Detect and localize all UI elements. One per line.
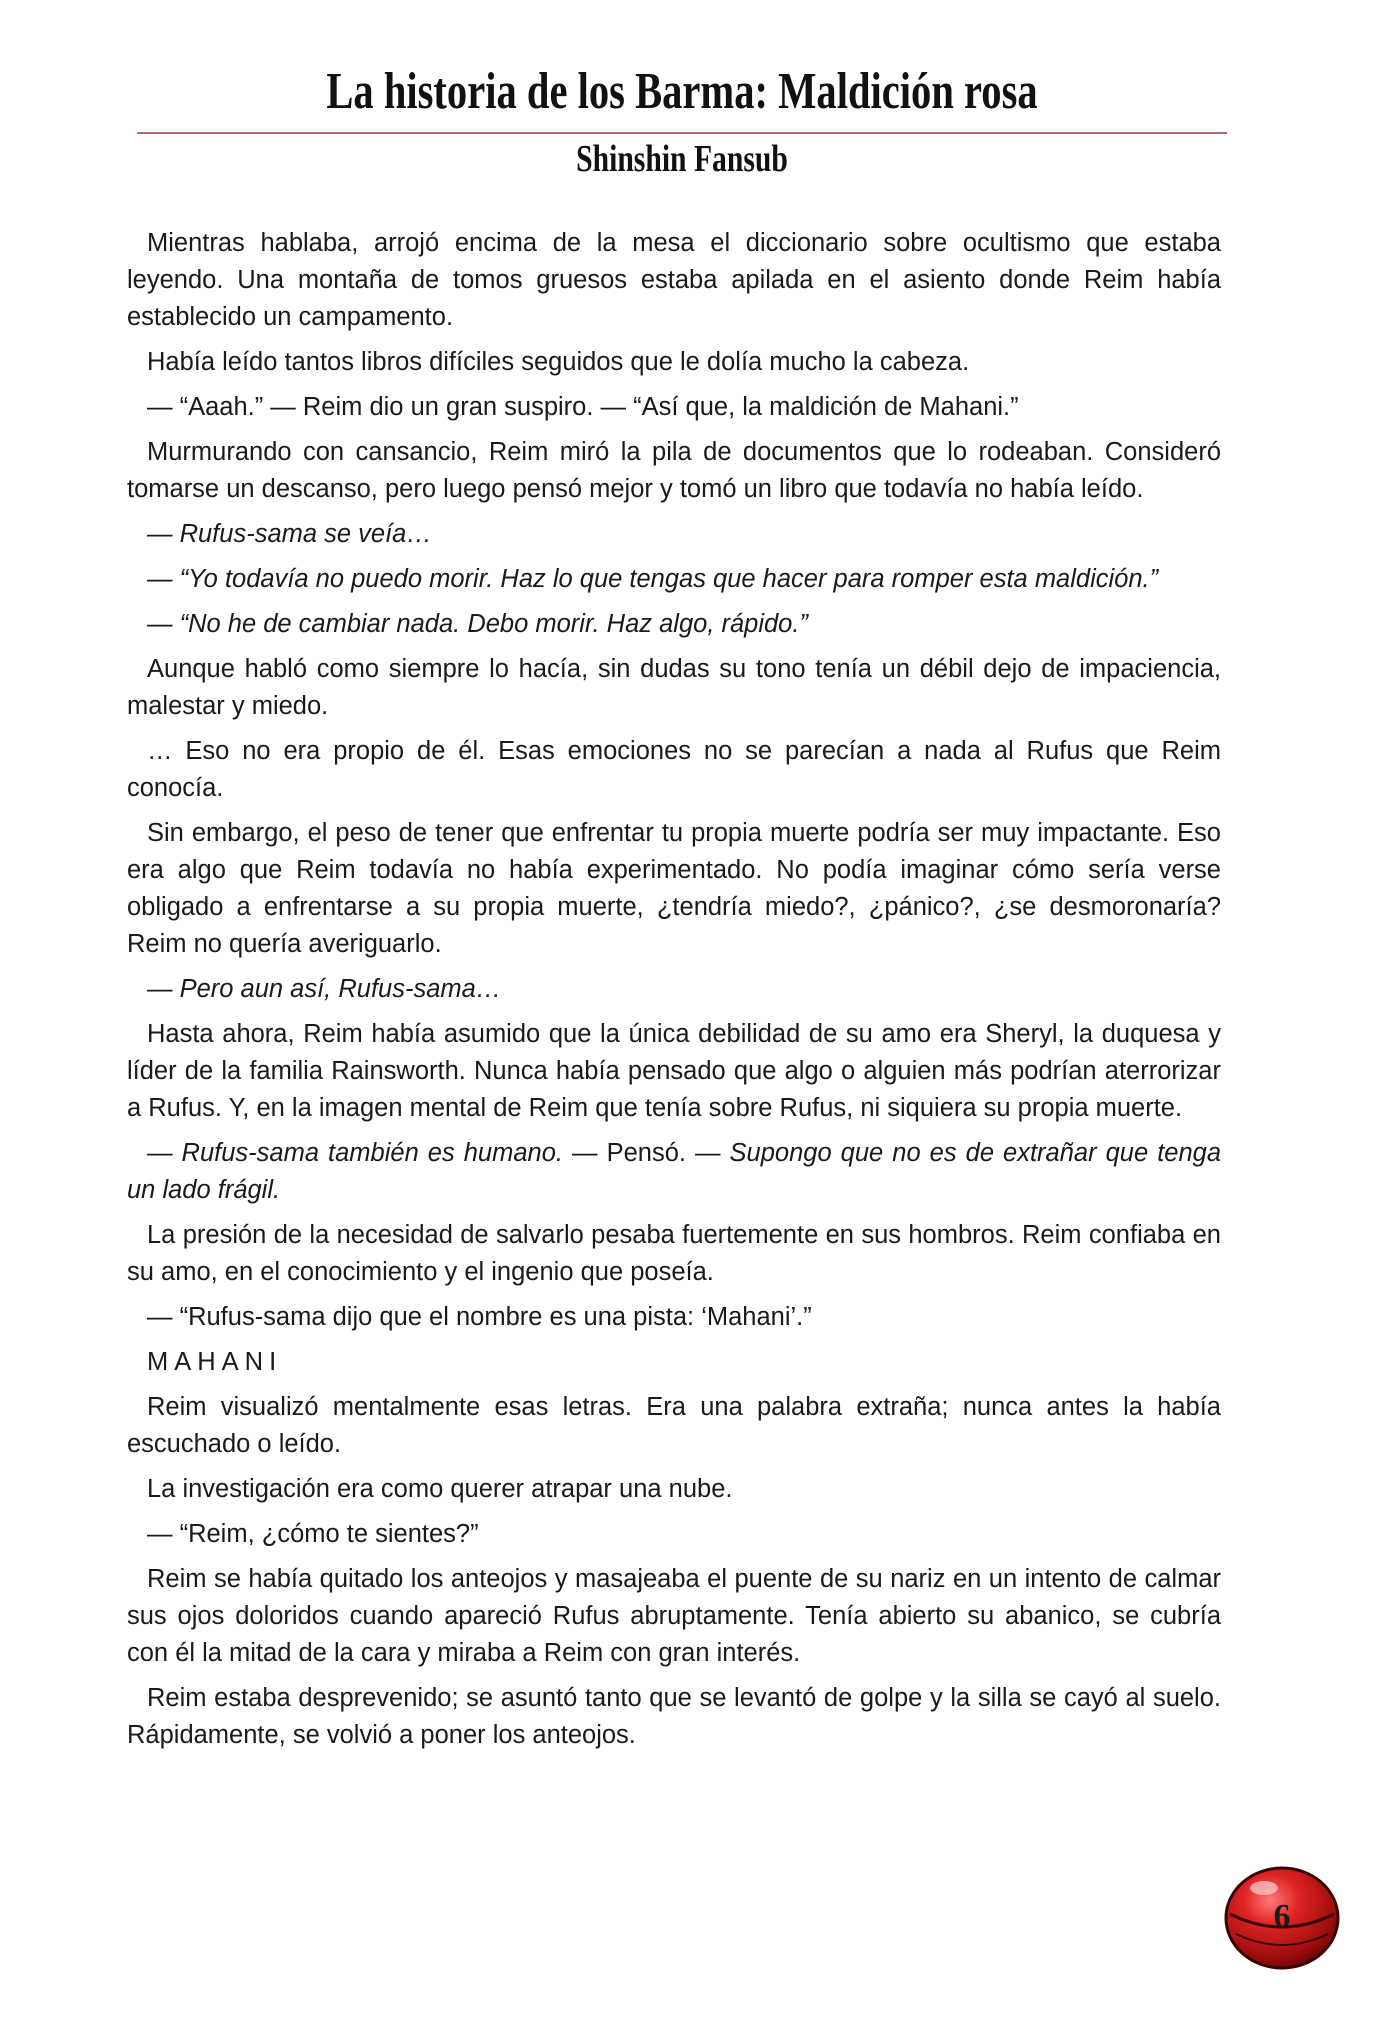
page-number: 6	[1273, 1898, 1291, 1935]
text-run: — Pensó. —	[563, 1139, 730, 1167]
text-run: — “Aaah.” — Reim dio un gran suspiro. — “Así que, la maldición de Mahani.”	[147, 393, 1019, 421]
text-run: … Eso no era propio de él. Esas emociones no se parecían a nada al Rufus que Reim conocía.	[127, 737, 1221, 802]
page-header	[137, 63, 1227, 180]
paragraph	[127, 516, 1221, 553]
text-run: MAHANI	[147, 1348, 283, 1376]
title-divider	[137, 132, 1227, 134]
italic-text: — Pero aun así, Rufus-sama…	[147, 975, 502, 1003]
italic-text: — Rufus-sama se veía…	[147, 520, 432, 548]
paragraph	[127, 651, 1221, 725]
text-run: Murmurando con cansancio, Reim miró la pila de documentos que lo rodeaban. Consideró tomarse un descanso, pero luego pensó mejor y tomó un libro que todavía no había leído.	[127, 438, 1221, 503]
page-number-badge	[1222, 1862, 1342, 1972]
paragraph	[127, 1389, 1221, 1463]
page-subtitle: Shinshin Fansub	[576, 138, 788, 180]
italic-text: Supongo que no es de extrañar que tenga un lado frágil.	[127, 1139, 1222, 1204]
paragraph	[127, 225, 1221, 336]
paragraph	[127, 1680, 1221, 1754]
paragraph	[127, 1561, 1221, 1672]
paragraph	[127, 1299, 1221, 1336]
italic-text: — “No he de cambiar nada. Debo morir. Haz algo, rápido.”	[147, 610, 808, 638]
paragraph	[127, 815, 1221, 963]
text-run: Mientras hablaba, arrojó encima de la mesa el diccionario sobre ocultismo que estaba leyendo. Una montaña de tomos gruesos estaba apilada en el asiento donde Reim había establecido un campamento.	[127, 229, 1221, 331]
paragraph	[127, 1217, 1221, 1291]
paragraph	[127, 1344, 1221, 1381]
text-run: Reim se había quitado los anteojos y masajeaba el puente de su nariz en un intento de calmar sus ojos doloridos cuando apareció Rufus abruptamente. Tenía abierto su abanico, se cubría con él la mitad de la cara y miraba a Reim con gran interés.	[127, 1565, 1221, 1667]
text-run: Sin embargo, el peso de tener que enfrentar tu propia muerte podría ser muy impactante. Eso era algo que Reim todavía no había experimentado. No podía imaginar cómo sería verse obligado a enfrentarse a su propia muerte, ¿tendría miedo?, ¿pánico?, ¿se desmoronaría? Reim no quería averiguarlo.	[127, 819, 1221, 958]
paragraph	[127, 389, 1221, 426]
text-run: — “Rufus-sama dijo que el nombre es una pista: ‘Mahani’.”	[147, 1303, 812, 1331]
paragraph	[127, 344, 1221, 381]
text-run: Aunque habló como siempre lo hacía, sin dudas su tono tenía un débil dejo de impaciencia, malestar y miedo.	[127, 655, 1221, 720]
paragraph	[127, 1135, 1221, 1209]
paragraph	[127, 1016, 1221, 1127]
text-run: Hasta ahora, Reim había asumido que la única debilidad de su amo era Sheryl, la duquesa y líder de la familia Rainsworth. Nunca había pensado que algo o alguien más podrían aterrorizar a Rufus. Y, en la imagen mental de Reim que tenía sobre Rufus, ni siquiera su propia muerte.	[127, 1020, 1221, 1122]
text-run: La investigación era como querer atrapar una nube.	[147, 1475, 733, 1503]
text-run: Había leído tantos libros difíciles seguidos que le dolía mucho la cabeza.	[147, 348, 970, 376]
text-run: La presión de la necesidad de salvarlo pesaba fuertemente en sus hombros. Reim confiaba en su amo, en el conocimiento y el ingenio que poseía.	[127, 1221, 1221, 1286]
paragraph	[127, 1471, 1221, 1508]
text-run: Reim visualizó mentalmente esas letras. Era una palabra extraña; nunca antes la había escuchado o leído.	[127, 1393, 1221, 1458]
paragraph	[127, 561, 1221, 598]
text-run: — “Reim, ¿cómo te sientes?”	[147, 1520, 479, 1548]
page-title: La historia de los Barma: Maldición rosa	[326, 63, 1038, 120]
italic-text: — “Yo todavía no puedo morir. Haz lo que tengas que hacer para romper esta maldición.”	[147, 565, 1159, 593]
paragraph	[127, 606, 1221, 643]
body-text	[127, 225, 1221, 1762]
paragraph	[127, 434, 1221, 508]
paragraph	[127, 733, 1221, 807]
text-run: Reim estaba desprevenido; se asuntó tanto que se levantó de golpe y la silla se cayó al suelo. Rápidamente, se volvió a poner los anteojos.	[127, 1684, 1221, 1749]
paragraph	[127, 971, 1221, 1008]
paragraph	[127, 1516, 1221, 1553]
italic-text: — Rufus-sama también es humano.	[147, 1139, 563, 1167]
